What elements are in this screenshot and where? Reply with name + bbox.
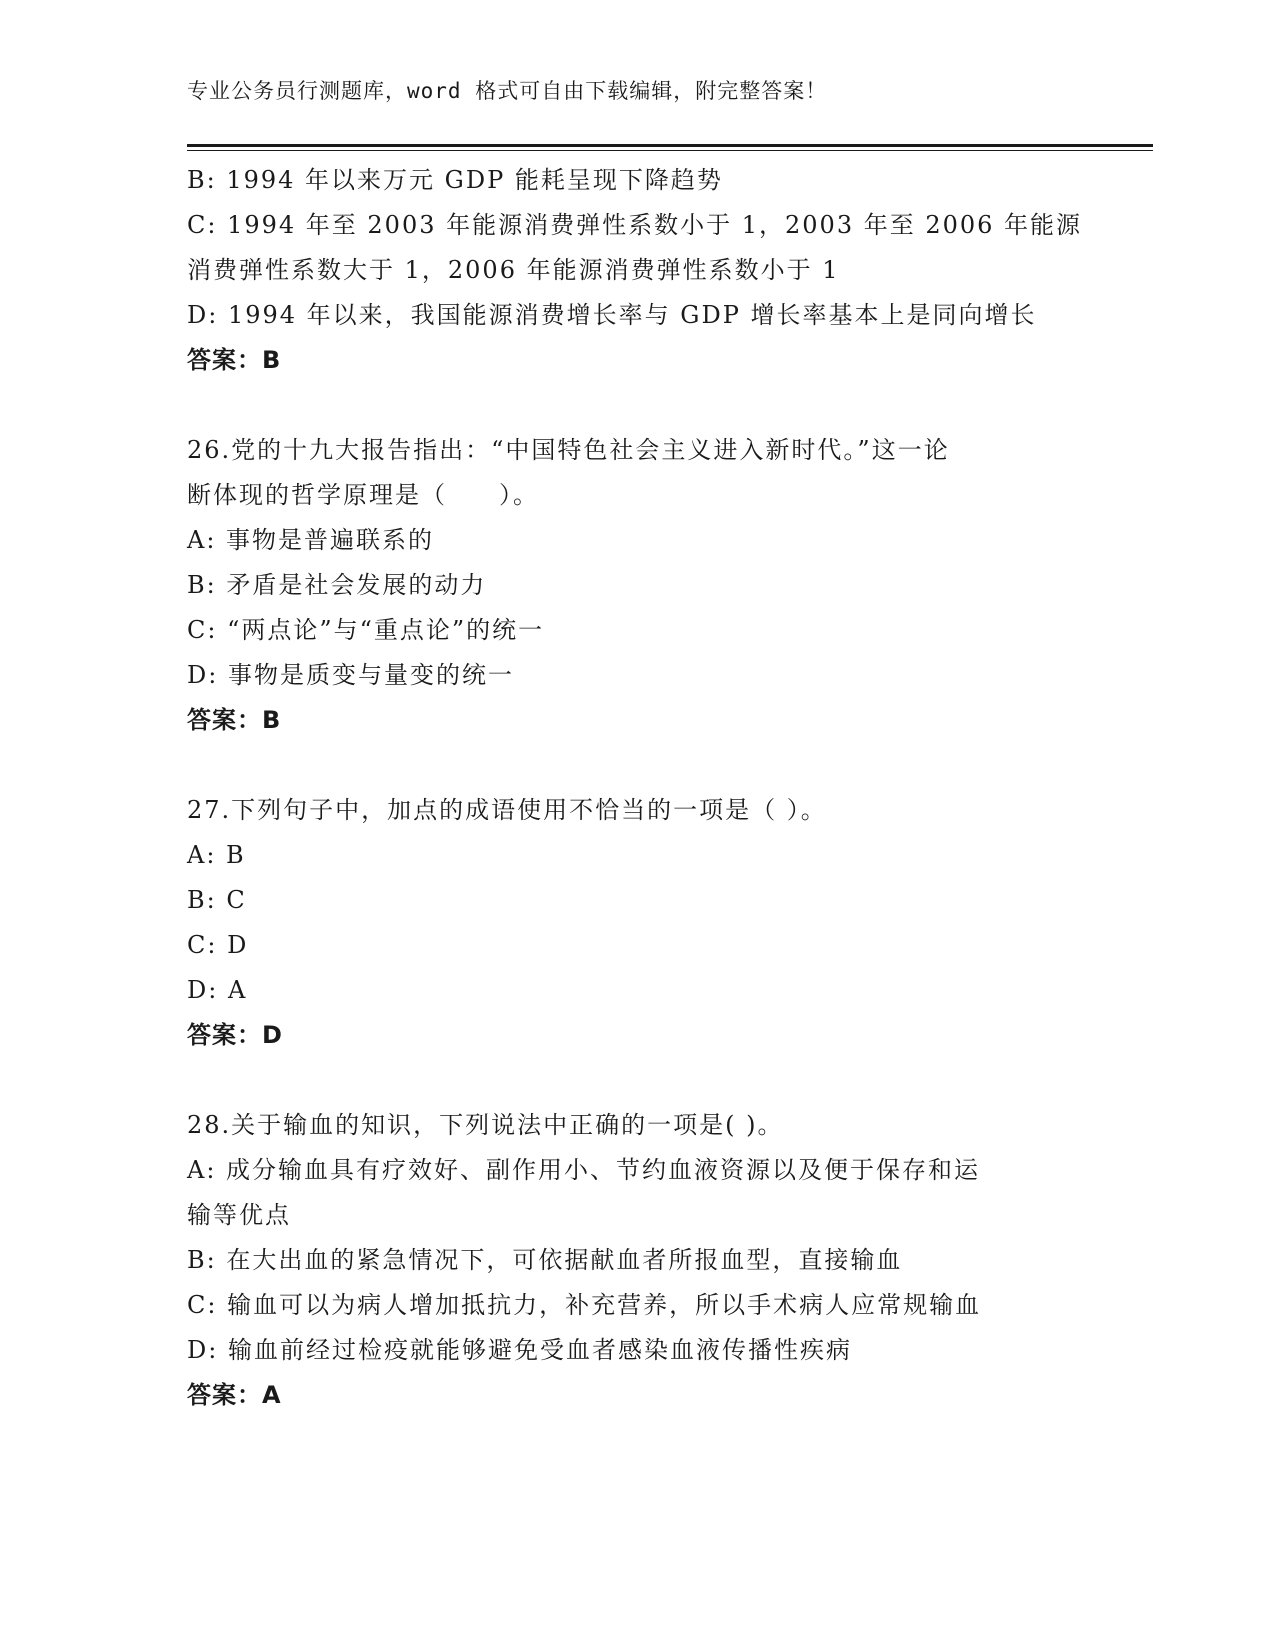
header-divider-thin xyxy=(187,150,1153,151)
option-line: A: B xyxy=(187,841,246,869)
option-line: 消费弹性系数大于 1，2006 年能源消费弹性系数小于 1 xyxy=(187,256,840,284)
option-line: B: 1994 年以来万元 GDP 能耗呈现下降趋势 xyxy=(187,166,723,194)
option-line: D: 事物是质变与量变的统一 xyxy=(187,661,514,689)
option-line: A: 成分输血具有疗效好、副作用小、节约血液资源以及便于保存和运 xyxy=(187,1156,981,1184)
question-27 xyxy=(187,788,1087,1058)
option-line: D: A xyxy=(187,976,248,1004)
question-stem: 28.关于输血的知识，下列说法中正确的一项是( )。 xyxy=(187,1111,784,1139)
question-stem: 26.党的十九大报告指出：“中国特色社会主义进入新时代。”这一论 xyxy=(187,436,950,464)
header-divider-thick xyxy=(187,144,1153,147)
option-line: B: C xyxy=(187,886,247,914)
option-line: C: D xyxy=(187,931,249,959)
prev-question xyxy=(187,158,1087,383)
question-stem: 27.下列句子中，加点的成语使用不恰当的一项是（ ）。 xyxy=(187,796,827,824)
answer-line: 答案：D xyxy=(187,1021,283,1049)
option-line: B: 矛盾是社会发展的动力 xyxy=(187,571,487,599)
option-line: C: 1994 年至 2003 年能源消费弹性系数小于 1，2003 年至 2006 年能源 xyxy=(187,211,1083,239)
option-line: D: 输血前经过检疫就能够避免受血者感染血液传播性疾病 xyxy=(187,1336,852,1364)
question-26 xyxy=(187,428,1087,743)
answer-line: 答案：B xyxy=(187,346,282,374)
option-line: 输等优点 xyxy=(187,1201,291,1229)
question-stem: 断体现的哲学原理是（ ）。 xyxy=(187,481,539,509)
answer-line: 答案：A xyxy=(187,1381,282,1409)
answer-line: 答案：B xyxy=(187,706,282,734)
option-line: C: 输血可以为病人增加抵抗力，补充营养，所以手术病人应常规输血 xyxy=(187,1291,982,1319)
option-line: B: 在大出血的紧急情况下，可依据献血者所报血型，直接输血 xyxy=(187,1246,903,1274)
question-28 xyxy=(187,1103,1087,1418)
option-line: A: 事物是普遍联系的 xyxy=(187,526,435,554)
page-header: 专业公务员行测题库，word 格式可自由下载编辑，附完整答案！ xyxy=(187,79,828,103)
document-body xyxy=(187,158,1087,1418)
option-line: D: 1994 年以来，我国能源消费增长率与 GDP 增长率基本上是同向增长 xyxy=(187,301,1037,329)
option-line: C: “两点论”与“重点论”的统一 xyxy=(187,616,545,644)
